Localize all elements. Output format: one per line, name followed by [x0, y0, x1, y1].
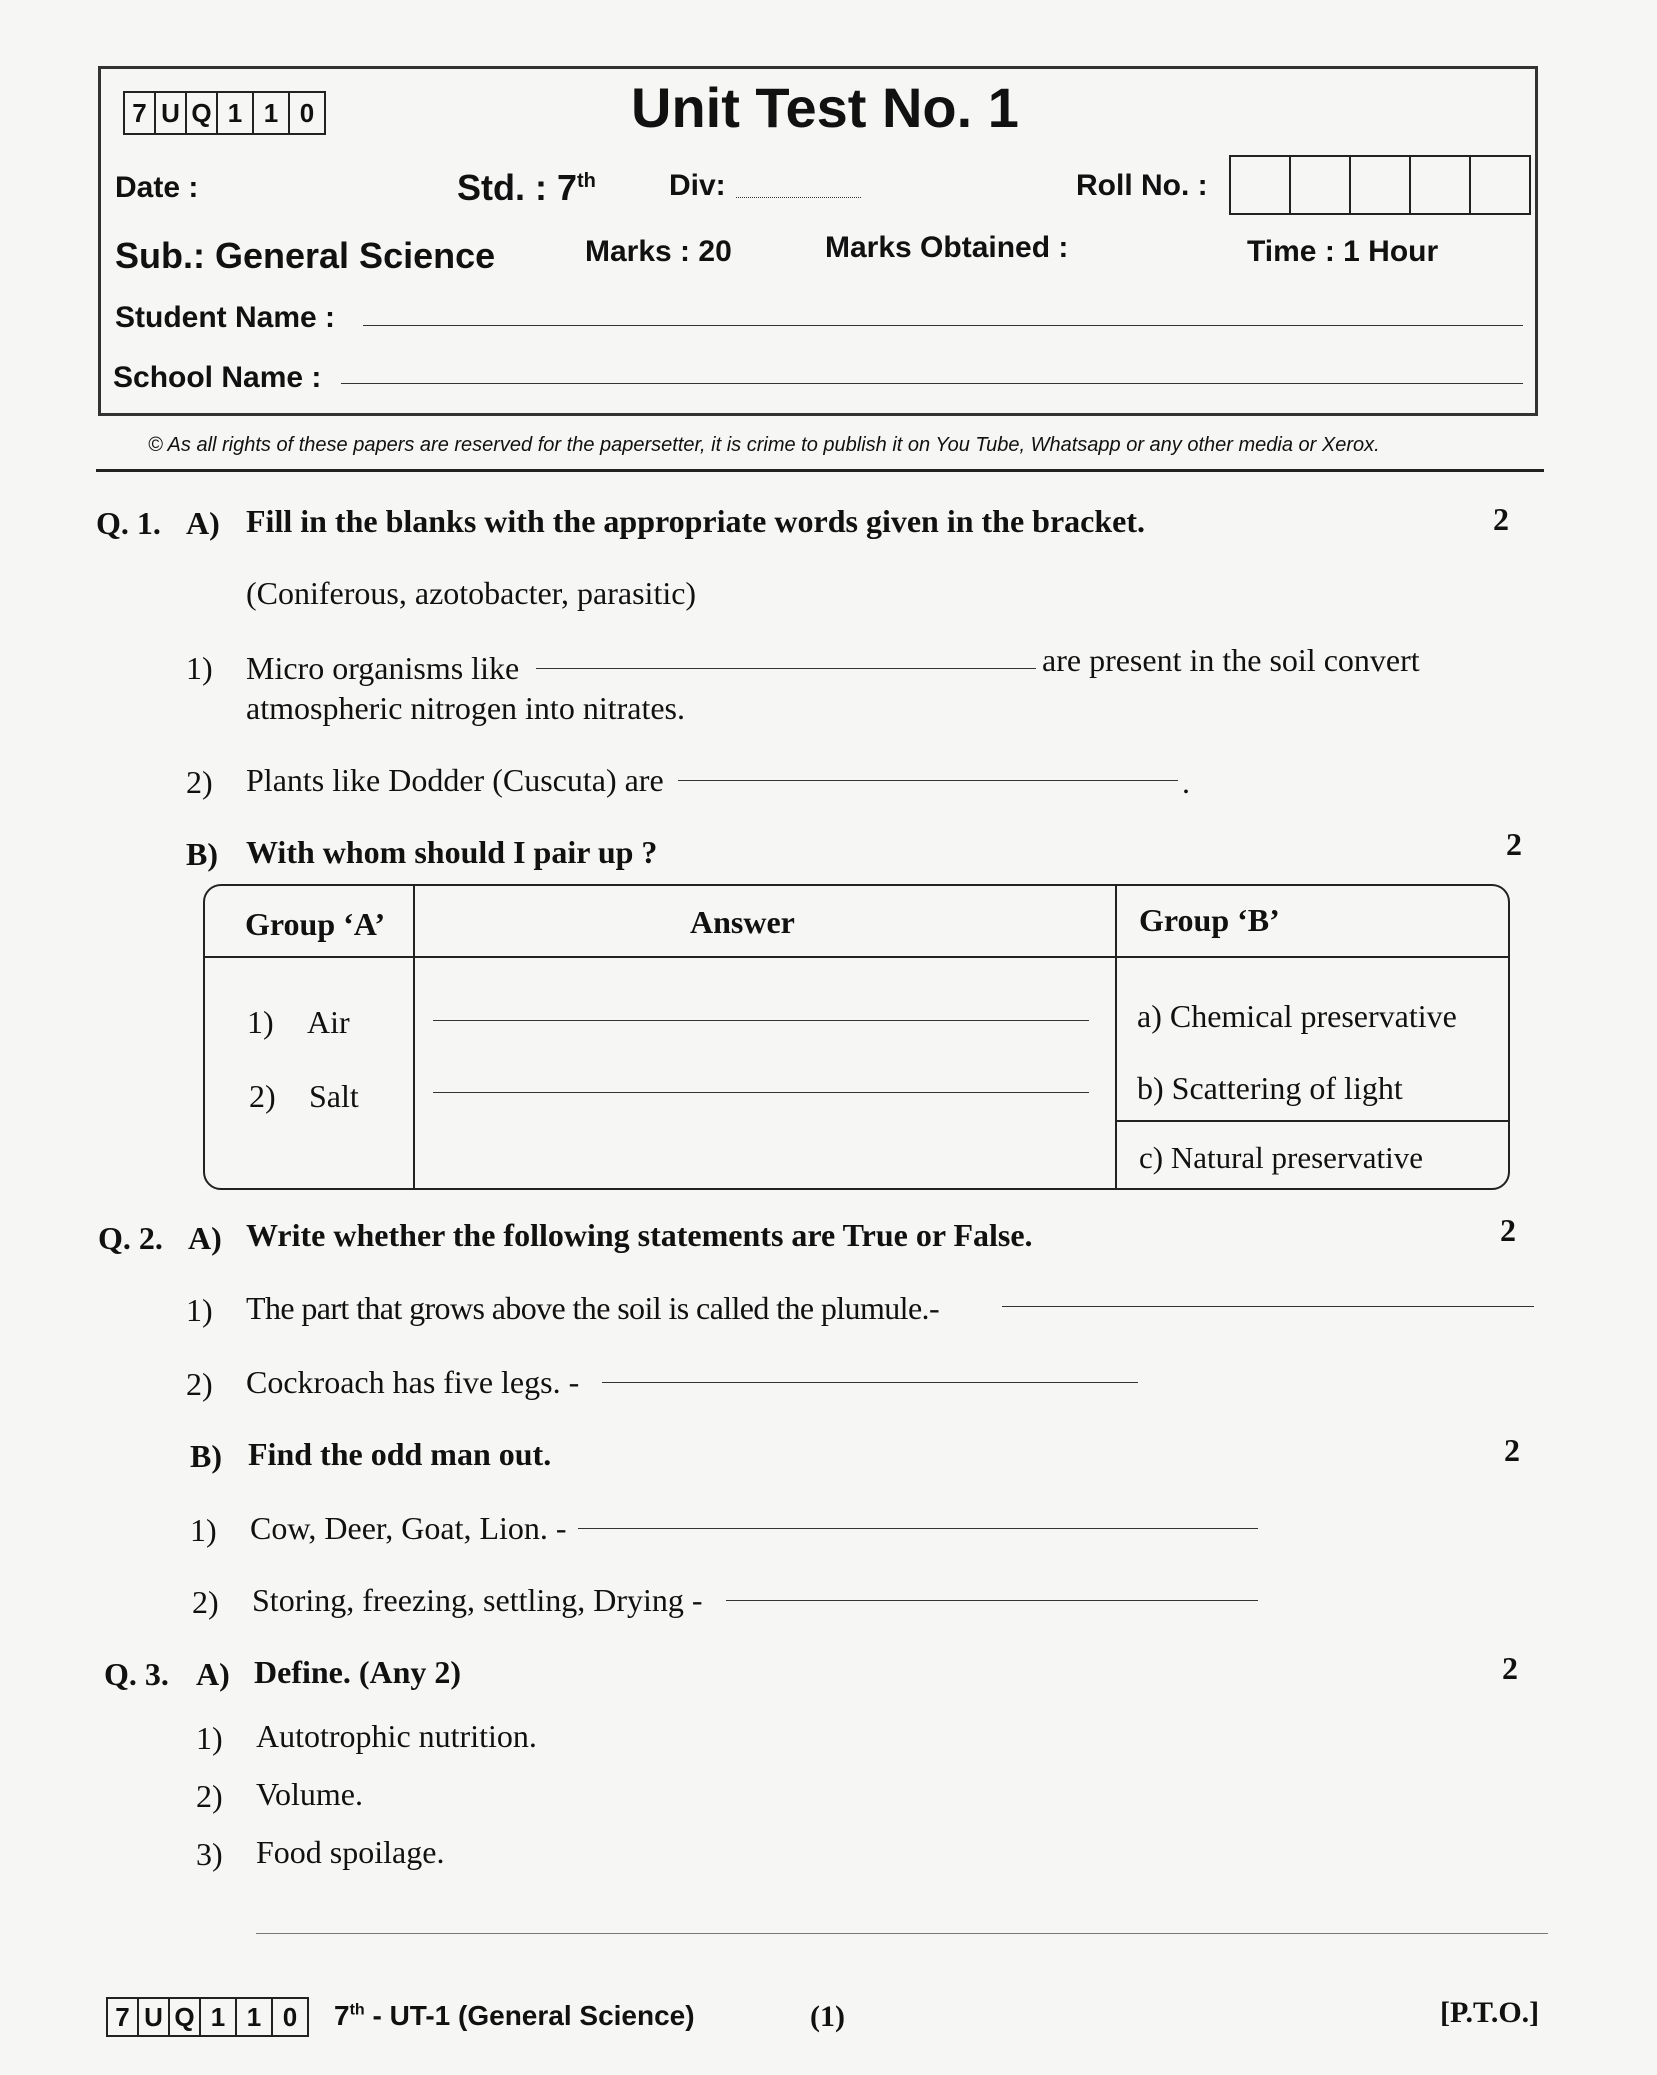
q1a-instruction: Fill in the blanks with the appropriate words given in the bracket.: [246, 503, 1146, 539]
group-b-item: b) Scattering of light: [1137, 1070, 1403, 1106]
pto-label: [P.T.O.]: [1440, 1996, 1540, 2029]
q2a-item-number: 1): [186, 1292, 213, 1328]
page-number: (1): [810, 2000, 845, 2033]
q3a-item-number: 3): [196, 1836, 223, 1872]
q1b-instruction: With whom should I pair up ?: [246, 834, 658, 870]
copyright-notice: © As all rights of these papers are reserved for the papersetter, it is crime to publish it on You Tube, Whatsapp or any other media or Xerox.: [148, 434, 1380, 456]
q2a-marks: 2: [1500, 1212, 1516, 1248]
std-label: [457, 167, 596, 209]
q3a-instruction: Define. (Any 2): [254, 1654, 462, 1690]
roll-no-boxes[interactable]: [1229, 155, 1531, 215]
q1a-item-1-blank[interactable]: [536, 668, 1036, 669]
q2a-item-1-blank[interactable]: [1002, 1306, 1534, 1307]
std-text: Std. : 7: [457, 167, 578, 208]
table-header-group-a: Group ‘A’: [245, 906, 386, 942]
div-label: Div:: [669, 169, 726, 202]
q1a-item-number: 2): [186, 764, 213, 800]
code-char: 7: [108, 1999, 139, 2035]
q3a-marks: 2: [1502, 1650, 1518, 1686]
q2a-item-1-text: The part that grows above the soil is called the plumule.-: [246, 1290, 939, 1326]
q2b-item-2-text: Storing, freezing, settling, Drying -: [252, 1582, 703, 1618]
q2b-item-1-text: Cow, Deer, Goat, Lion. -: [250, 1510, 567, 1546]
school-name-label: School Name :: [113, 361, 322, 394]
table-header-answer: Answer: [690, 904, 795, 940]
answer-blank[interactable]: [433, 1020, 1089, 1021]
footer-paper-code: [106, 1997, 309, 2037]
q3a-item-3: Food spoilage.: [256, 1834, 445, 1870]
code-char: 0: [282, 2002, 298, 2032]
q1b-label: B): [186, 836, 218, 872]
q1a-item-2-text: Plants like Dodder (Cuscuta) are: [246, 762, 664, 798]
footer-std-sup: th: [349, 2001, 365, 2019]
footer-subject: - UT-1 (General Science): [372, 2000, 695, 2031]
code-char: Q: [187, 93, 218, 133]
std-sup: th: [577, 170, 596, 192]
q1a-marks: 2: [1493, 501, 1509, 537]
q2b-label: B): [190, 1438, 222, 1474]
footer-label: [334, 2000, 695, 2032]
code-char: 1: [254, 93, 290, 133]
q2-number: Q. 2.: [98, 1220, 163, 1256]
q1a-item-1-text-after: are present in the soil convert: [1042, 642, 1420, 678]
q2a-item-number: 2): [186, 1366, 213, 1402]
q1a-options: (Coniferous, azotobacter, parasitic): [246, 575, 697, 611]
group-b-item: a) Chemical preservative: [1137, 998, 1457, 1034]
q2b-item-number: 1): [190, 1512, 217, 1548]
header-box: [98, 66, 1538, 416]
end-divider: [256, 1933, 1548, 1934]
group-a-item: Air: [307, 1004, 350, 1040]
time-label: Time : 1 Hour: [1247, 235, 1439, 268]
q2b-item-2-blank[interactable]: [726, 1600, 1258, 1601]
q2a-label: A): [188, 1220, 222, 1256]
code-char: 1: [237, 1999, 273, 2035]
match-table: [203, 884, 1510, 1190]
group-a-item-number: 1): [247, 1004, 274, 1040]
code-char: U: [139, 1999, 170, 2035]
page-title: Unit Test No. 1: [631, 76, 1019, 139]
date-label: Date :: [115, 171, 199, 204]
q3a-item-1: Autotrophic nutrition.: [256, 1718, 537, 1754]
code-char: Q: [170, 1999, 201, 2035]
roll-no-label: Roll No. :: [1076, 169, 1208, 202]
q1a-item-2-blank[interactable]: [678, 780, 1178, 781]
header-divider: [96, 469, 1544, 472]
answer-blank[interactable]: [433, 1092, 1089, 1093]
q1-number: Q. 1.: [96, 505, 161, 541]
q3-number: Q. 3.: [104, 1656, 169, 1692]
q3a-item-number: 1): [196, 1720, 223, 1756]
q2a-item-2-blank[interactable]: [602, 1382, 1138, 1383]
q3a-item-number: 2): [196, 1778, 223, 1814]
paper-code: [123, 91, 326, 135]
div-field[interactable]: [736, 197, 861, 198]
q1b-marks: 2: [1506, 826, 1522, 862]
q1a-item-1-text: Micro organisms like: [246, 650, 520, 686]
code-char: 7: [125, 93, 156, 133]
student-name-label: Student Name :: [115, 301, 336, 334]
code-char: 0: [299, 98, 315, 128]
footer-std: 7: [334, 2000, 350, 2031]
group-a-item-number: 2): [249, 1078, 276, 1114]
total-marks: Marks : 20: [585, 235, 732, 268]
q3a-item-2: Volume.: [256, 1776, 363, 1812]
subject-label: Sub.: General Science: [115, 235, 496, 276]
code-char: 1: [218, 93, 254, 133]
q3a-label: A): [196, 1656, 230, 1692]
q2a-instruction: Write whether the following statements are True or False.: [246, 1217, 1033, 1253]
student-name-field[interactable]: [363, 325, 1523, 326]
q2b-item-number: 2): [192, 1584, 219, 1620]
q2b-marks: 2: [1504, 1432, 1520, 1468]
code-char: U: [156, 93, 187, 133]
group-a-item: Salt: [309, 1078, 359, 1114]
q1a-item-1-line2: atmospheric nitrogen into nitrates.: [246, 690, 685, 726]
q2a-item-2-text: Cockroach has five legs. -: [246, 1364, 580, 1400]
marks-obtained-label: Marks Obtained :: [825, 231, 1069, 264]
table-header-group-b: Group ‘B’: [1139, 902, 1280, 938]
school-name-field[interactable]: [341, 383, 1523, 384]
q2b-item-1-blank[interactable]: [578, 1528, 1258, 1529]
q1a-label: A): [186, 505, 220, 541]
q1a-item-2-end: .: [1182, 764, 1190, 800]
group-b-item: c) Natural preservative: [1139, 1140, 1424, 1175]
q2b-instruction: Find the odd man out.: [248, 1436, 552, 1472]
code-char: 1: [201, 1999, 237, 2035]
q1a-item-number: 1): [186, 650, 213, 686]
